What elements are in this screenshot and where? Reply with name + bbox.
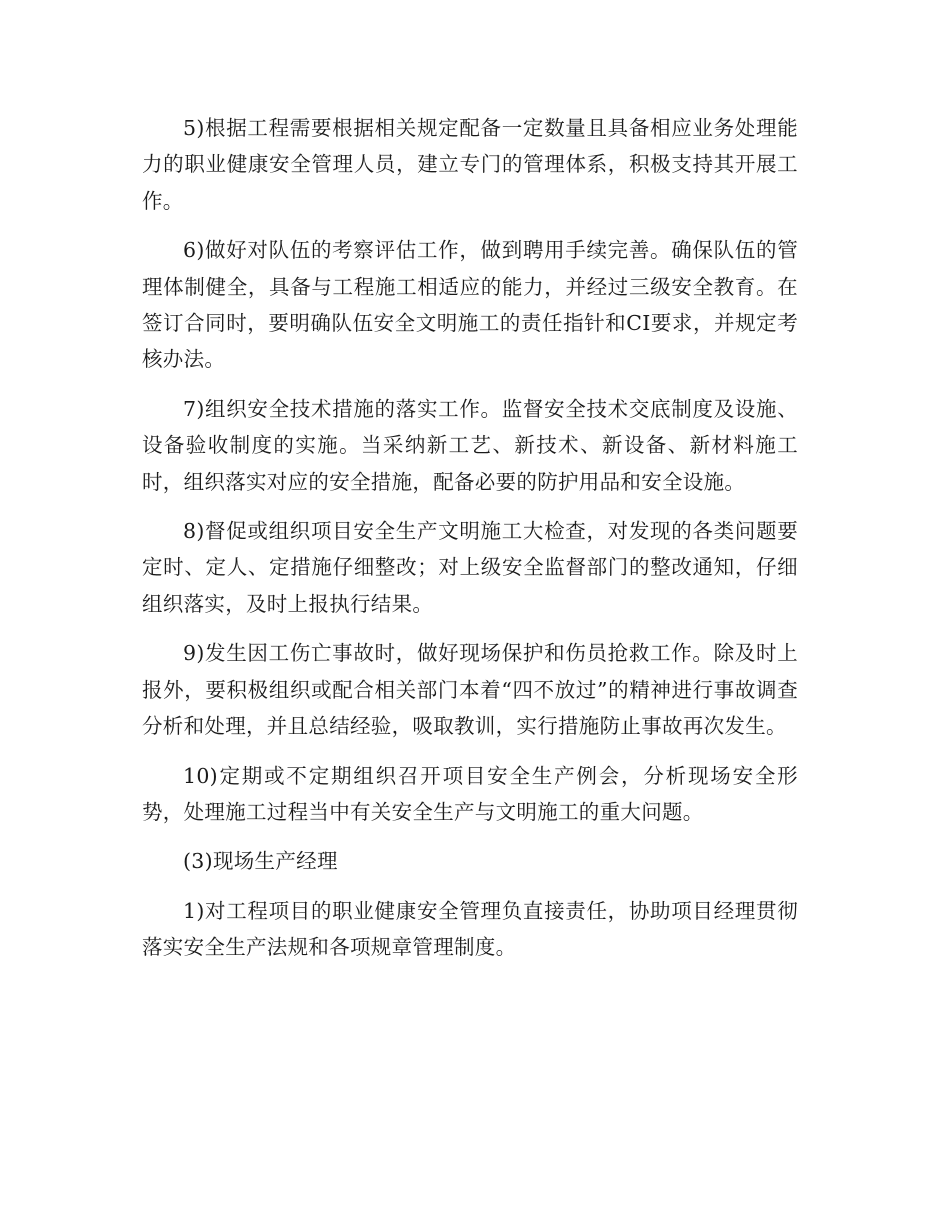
paragraph-item-6: 6)做好对队伍的考察评估工作，做到聘用手续完善。确保队伍的管理体制健全，具备与工程施工相适应的能力，并经过三级安全教育。在签订合同时，要明确队伍安全文明施工的责任指针和CI要求，并规定考核办法。 bbox=[142, 238, 798, 372]
section-heading-3: (3)现场生产经理 bbox=[183, 849, 338, 874]
paragraph-item-1: 1)对工程项目的职业健康安全管理负直接责任，协助项目经理贯彻落实安全生产法规和各项规章管理制度。 bbox=[142, 898, 798, 960]
paragraph-item-8: 8)督促或组织项目安全生产文明施工大检查，对发现的各类问题要定时、定人、定措施仔细整改；对上级安全监督部门的整改通知，仔细组织落实，及时上报执行结果。 bbox=[142, 519, 798, 616]
paragraph-item-9: 9)发生因工伤亡事故时，做好现场保护和伤员抢救工作。除及时上报外，要积极组织或配合相关部门本着“四不放过”的精神进行事故调查分析和处理，并且总结经验，吸取教训，实行措施防止事故再次发生。 bbox=[142, 641, 798, 739]
document-body bbox=[142, 110, 798, 979]
paragraph-item-10: 10)定期或不定期组织召开项目安全生产例会，分析现场安全形势，处理施工过程当中有关安全生产与文明施工的重大问题。 bbox=[142, 763, 798, 824]
paragraph-item-7: 7)组织安全技术措施的落实工作。监督安全技术交底制度及设施、设备验收制度的实施。当采纳新工艺、新技术、新设备、新材料施工时，组织落实对应的安全措施，配备必要的防护用品和安全设施。 bbox=[142, 396, 798, 494]
paragraph-item-5: 5)根据工程需要根据相关规定配备一定数量且具备相应业务处理能力的职业健康安全管理人员，建立专门的管理体系，积极支持其开展工作。 bbox=[142, 116, 798, 213]
